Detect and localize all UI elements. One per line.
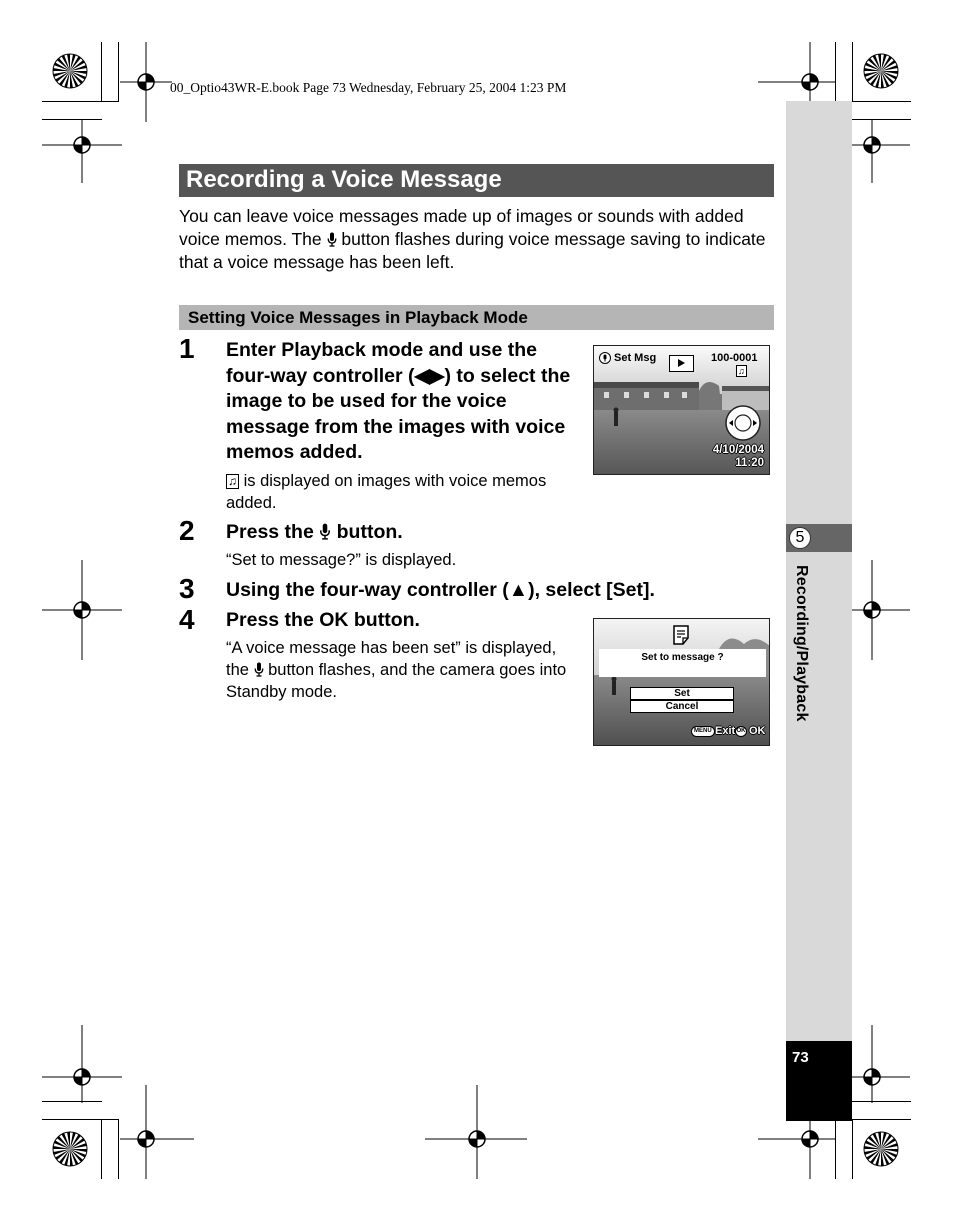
step-2-number: 2 (179, 515, 195, 546)
subheading: Setting Voice Messages in Playback Mode (188, 308, 528, 327)
set-msg-label: Set Msg (614, 352, 657, 364)
confirm-screen (593, 618, 770, 746)
playback-mode-icon (669, 355, 694, 372)
starburst-mark-icon (863, 1131, 899, 1167)
time-display: 11:20 (735, 457, 764, 469)
registration-mark-icon (796, 68, 824, 96)
dialog-text: Set to message ? (641, 652, 724, 663)
starburst-mark-icon (52, 1131, 88, 1167)
file-number: 100-0001 (711, 352, 758, 364)
step-2-title (226, 520, 726, 546)
ok-label: OK (749, 725, 766, 737)
step-2-title-text-1: Press the (226, 521, 320, 543)
registration-mark-icon (68, 596, 96, 624)
voice-message-icon (669, 623, 693, 647)
registration-mark-icon (858, 1063, 886, 1091)
registration-mark-icon (132, 1125, 160, 1153)
step-4-title: Press the OK button. (226, 609, 420, 631)
exit-label: Exit (715, 725, 736, 737)
step-4-number: 4 (179, 604, 195, 635)
step-2-title-text-2: button. (331, 521, 403, 543)
registration-mark-icon (858, 596, 886, 624)
chapter-number: 5 (789, 527, 811, 549)
starburst-mark-icon (52, 53, 88, 89)
registration-mark-icon (68, 131, 96, 159)
date-display: 4/10/2004 (712, 444, 764, 456)
step-4-note-text-1: “A voice message has been set” is displayed, the (226, 639, 557, 679)
voice-memo-icon: ♫ (228, 474, 237, 488)
step-1-number: 1 (179, 333, 195, 364)
menu-key-icon: MENU (691, 726, 715, 737)
intro-text-2: button flashes during voice message saving to indicate that a voice message has been left. (179, 229, 766, 272)
starburst-mark-icon (863, 53, 899, 89)
cancel-option-button[interactable]: Cancel (630, 700, 734, 713)
step-3-number: 3 (179, 573, 195, 604)
step-4-note (226, 637, 581, 703)
section-title: Recording a Voice Message (186, 166, 502, 193)
chapter-label: Recording/Playback (793, 565, 810, 722)
step-1-title: Enter Playback mode and use the four-way controller (◀▶) to select the image to be used for the voice message from the images with voice memos added. (226, 339, 571, 463)
ok-key-icon: OK (735, 726, 747, 737)
voice-memo-indicator-icon: ♫ (738, 366, 745, 376)
registration-mark-icon (858, 131, 886, 159)
registration-mark-icon (132, 68, 160, 96)
microphone-icon (327, 232, 337, 247)
microphone-icon (319, 523, 331, 540)
step-3-title: Using the four-way controller (▲), select [Set]. (226, 579, 655, 601)
registration-mark-icon (463, 1125, 491, 1153)
voice-msg-icon (599, 352, 611, 364)
step-4-note-text-2: button flashes, and the camera goes into Standby mode. (226, 661, 567, 701)
four-way-controller-icon (724, 404, 762, 442)
step-1-note-text: is displayed on images with voice memos added. (226, 472, 547, 512)
intro-text-1: You can leave voice messages made up of images or sounds with added voice memos. The (179, 206, 744, 249)
step-1-note (226, 470, 586, 514)
registration-mark-icon (796, 1125, 824, 1153)
registration-mark-icon (68, 1063, 96, 1091)
set-option-button[interactable]: Set (630, 687, 734, 700)
print-info-header: 00_Optio43WR-E.book Page 73 Wednesday, February 25, 2004 1:23 PM (170, 80, 567, 95)
playback-screen (593, 345, 770, 475)
intro-paragraph (179, 205, 779, 274)
microphone-icon (254, 662, 264, 677)
step-2-note: “Set to message?” is displayed. (226, 551, 457, 569)
page-number: 73 (792, 1049, 809, 1066)
